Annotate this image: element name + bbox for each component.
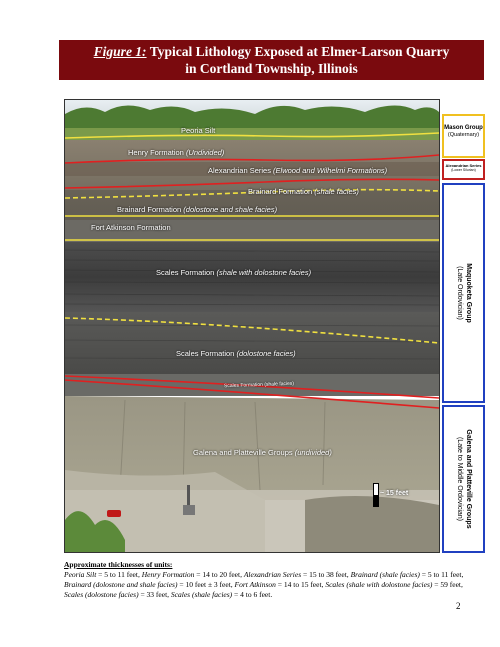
maquoketa-group-box [442, 183, 485, 403]
figure-number: Figure 1: [93, 44, 147, 59]
mason-group-age: (Quaternary) [447, 132, 480, 138]
notes-body: Peoria Silt = 5 to 11 feet, Henry Formation = 14 to 20 feet, Alexandrian Series = 15 to 38 feet, Brainard (shale facies) = 5 to 11 feet, Brainard (dolostone and shale facies) = 10 feet ± 3 feet, Fort Atkinson = 14 to 15 feet, Scales (shale with dolostone facies) = 59 feet, Scales (dolostone facies) = 33 feet, Scales (shale facies) = 4 to 6 feet. [64, 570, 464, 599]
scale-label: ~ 15 feet [380, 490, 409, 497]
label-scales-shale-dolostone: Scales Formation (shale with dolostone facies) [156, 268, 312, 277]
alexandrian-series-box [442, 159, 485, 180]
notes-header: Approximate thicknesses of units: [64, 560, 173, 569]
thickness-notes [64, 560, 464, 600]
label-peoria-silt: Peoria Silt [181, 126, 216, 135]
label-brainard-shale: Brainard Formation (shale facies) [248, 187, 359, 196]
figure-title [59, 40, 484, 80]
alexandrian-series-age: (Lower Silurian) [451, 168, 476, 172]
label-fort-atkinson: Fort Atkinson Formation [91, 223, 171, 232]
maquoketa-group-age: (Late Ordovician) [455, 266, 463, 320]
galena-platteville-age: (Late to Middle Ordovician) [455, 436, 463, 522]
label-alexandrian-series: Alexandrian Series (Elwood and Wilhelmi Formations) [208, 166, 388, 175]
label-galena-platteville: Galena and Platteville Groups (undivided) [193, 448, 332, 457]
label-brainard-dolostone-shale: Brainard Formation (dolostone and shale facies) [117, 205, 278, 214]
scale-bar [373, 483, 379, 507]
title-line-1: Typical Lithology Exposed at Elmer-Larson Quarry [146, 44, 450, 59]
label-scales-dolostone: Scales Formation (dolostone facies) [176, 349, 296, 358]
title-line-2: in Cortland Township, Illinois [185, 61, 358, 76]
label-henry-formation: Henry Formation (Undivided) [128, 148, 225, 157]
alexandrian-series-name: Alexandrian Series [445, 163, 482, 168]
label-scales-shale: Scales Formation (shale facies) [223, 380, 295, 390]
galena-platteville-name: Galena and Platteville Groups [464, 429, 472, 529]
galena-platteville-box [442, 405, 485, 553]
mason-group-box [442, 114, 485, 158]
mason-group-name: Mason Group [444, 125, 483, 131]
page-number: 2 [456, 601, 461, 611]
maquoketa-group-name: Maquoketa Group [464, 263, 472, 323]
